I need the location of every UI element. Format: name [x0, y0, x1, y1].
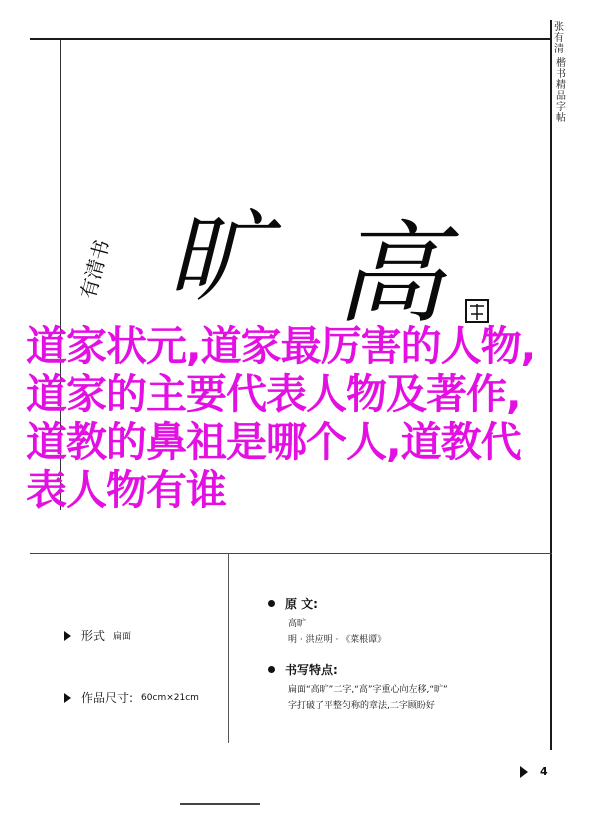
features-line: 扁面“高旷”二字,“高”字重心向左移,“旷”: [288, 685, 448, 695]
headline-overlay: 道家状元,道家最厉害的人物,道家的主要代表人物及著作,道教的鼻祖是哪个人,道教代表人物有谁: [26, 322, 536, 514]
size-value: 60cm×21cm: [141, 692, 199, 703]
features-line: 字打破了平整匀称的章法,二字顾盼好: [288, 701, 435, 711]
spine-series-char: 品: [556, 91, 566, 102]
triangle-bullet-icon: [64, 631, 71, 641]
spine-author-text: 张有清: [554, 22, 564, 55]
spine-series-char: 字: [556, 102, 566, 113]
spine-series-char: 楷: [556, 58, 566, 69]
column-divider: [228, 553, 229, 743]
spine-series-char: 帖: [556, 113, 566, 124]
spine-series-char: 精: [556, 80, 566, 91]
format-label: 形式: [81, 629, 106, 643]
size-row: [64, 689, 199, 706]
dot-bullet-icon: [268, 600, 275, 607]
dot-bullet-icon: [268, 666, 275, 673]
page-number: 4: [540, 765, 548, 778]
original-text-section: [268, 595, 386, 648]
bottom-rule: [180, 803, 260, 805]
original-line: 高旷: [288, 619, 307, 629]
calligraphy-char-gao: 高: [335, 210, 445, 338]
spine-series-char: 书: [556, 69, 566, 80]
inscription-text: 有清书: [75, 237, 115, 302]
middle-rule: [30, 553, 552, 554]
features-heading: 书写特点:: [285, 663, 338, 677]
triangle-page-icon: [520, 766, 528, 778]
spine-author: [553, 22, 569, 55]
original-heading: 原 文:: [285, 597, 318, 611]
page-indicator: [520, 765, 548, 778]
side-inscription: [76, 237, 115, 301]
top-rule: [30, 38, 552, 40]
calligraphy-char-kuang: 旷: [168, 199, 268, 316]
triangle-bullet-icon: [64, 693, 71, 703]
writing-features-section: [268, 661, 448, 714]
format-row: [64, 627, 131, 644]
seal-stamp: [466, 300, 488, 322]
format-value: 扁面: [113, 632, 132, 642]
size-label: 作品尺寸:: [81, 691, 134, 705]
original-line: 明 · 洪应明 · 《菜根谭》: [288, 635, 387, 645]
spine-series: [553, 58, 569, 124]
